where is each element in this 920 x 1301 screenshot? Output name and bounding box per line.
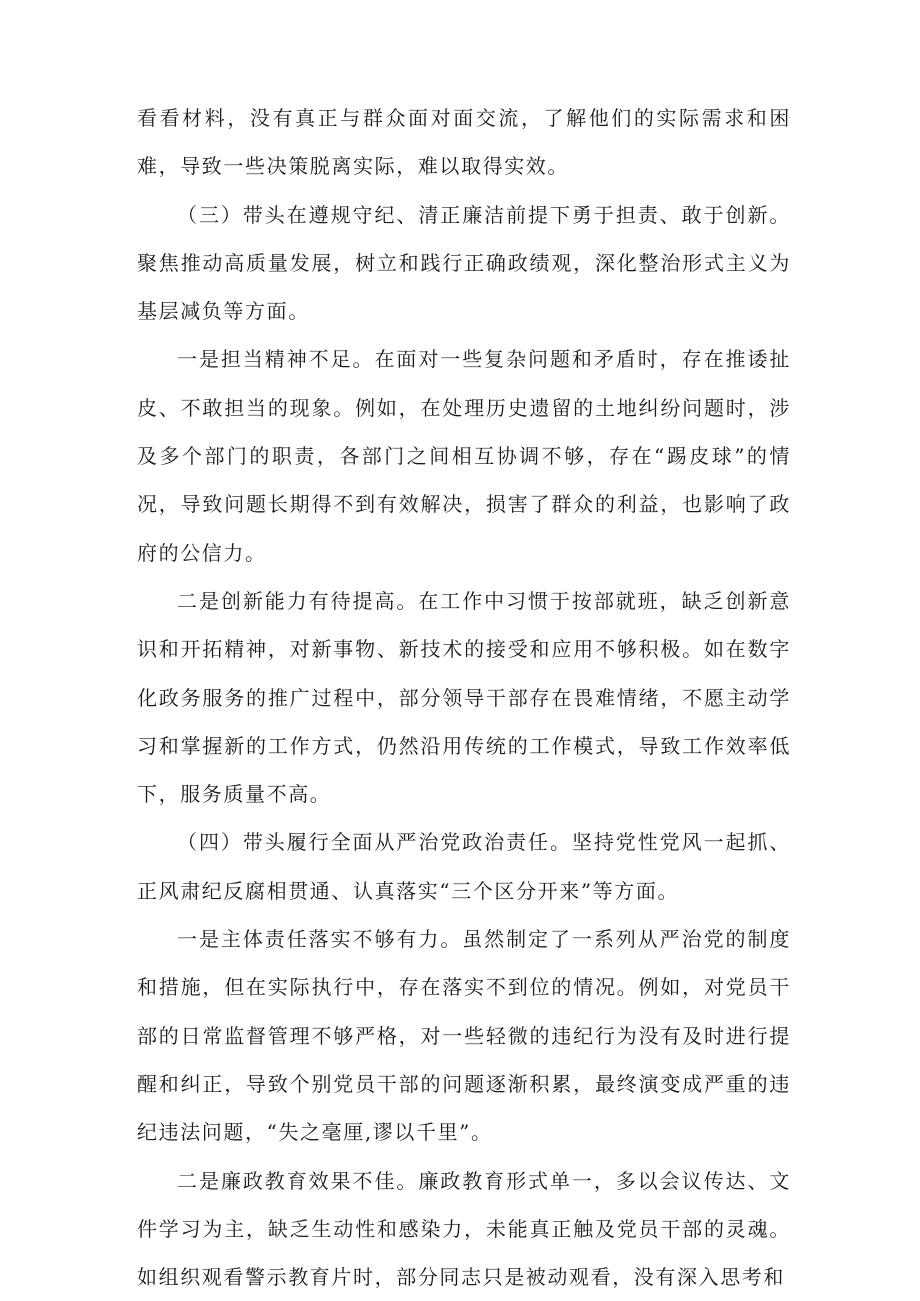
paragraph-responsibility: 一是担当精神不足。在面对一些复杂问题和矛盾时，存在推诿扯皮、不敢担当的现象。例如，在处理历史遗留的土地纠纷问题时，涉及多个部门的职责，各部门之间相互协调不够，存在“踢皮球”的情况，导致问题长期得不到有效解决，损害了群众的利益，也影响了政府的公信力。 [137,347,791,565]
section-heading-4: （四）带头履行全面从严治党政治责任。坚持党性党风一起抓、正风肃纪反腐相贯通、认真落实“三个区分开来”等方面。 [137,830,791,903]
section-heading-3: （三）带头在遵规守纪、清正廉洁前提下勇于担责、敢于创新。聚焦推动高质量发展，树立和践行正确政绩观，深化整治形式主义为基层减负等方面。 [137,202,791,324]
document-body [137,94,791,1301]
paragraph-main-responsibility: 一是主体责任落实不够有力。虽然制定了一系列从严治党的制度和措施，但在实际执行中，存在落实不到位的情况。例如，对党员干部的日常监督管理不够严格，对一些轻微的违纪行为没有及时进行提醒和纠正，导致个别党员干部的问题逐渐积累，最终演变成严重的违纪违法问题，“失之毫厘,谬以千里”。 [137,927,791,1145]
paragraph-innovation: 二是创新能力有待提高。在工作中习惯于按部就班，缺乏创新意识和开拓精神，对新事物、新技术的接受和应用不够积极。如在数字化政务服务的推广过程中，部分领导干部存在畏难情绪，不愿主动学习和掌握新的工作方式，仍然沿用传统的工作模式，导致工作效率低下，服务质量不高。 [137,588,791,807]
paragraph-1: 看看材料，没有真正与群众面对面交流，了解他们的实际需求和困难，导致一些决策脱离实际，难以取得实效。 [137,106,791,179]
paragraph-integrity-education: 二是廉政教育效果不佳。廉政教育形式单一，多以会议传达、文件学习为主，缺乏生动性和感染力，未能真正触及党员干部的灵魂。如组织观看警示教育片时，部分同志只是被动观看，没有深入思考和 [137,1168,791,1290]
